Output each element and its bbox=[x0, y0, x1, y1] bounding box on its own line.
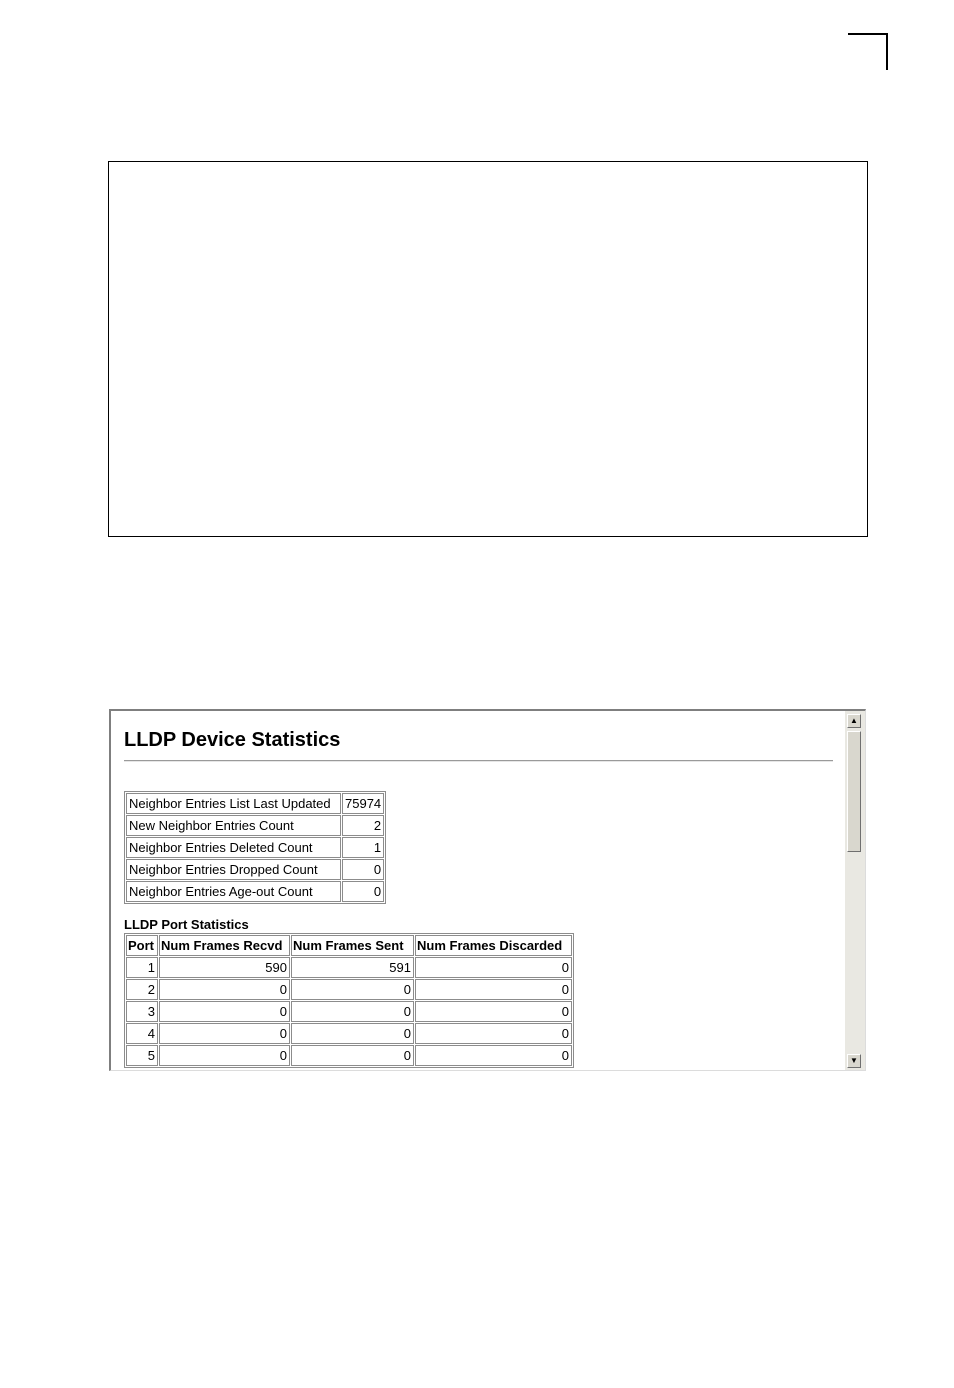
frames-recvd-cell: 0 bbox=[159, 1023, 290, 1044]
table-row bbox=[126, 881, 384, 902]
column-header-frames-discarded: Num Frames Discarded bbox=[415, 935, 572, 956]
device-statistics-table bbox=[124, 791, 386, 904]
corner-crop-mark bbox=[848, 33, 888, 35]
stat-label: Neighbor Entries Deleted Count bbox=[126, 837, 341, 858]
frames-sent-cell: 0 bbox=[291, 1045, 414, 1066]
stat-label: New Neighbor Entries Count bbox=[126, 815, 341, 836]
stat-label: Neighbor Entries Age-out Count bbox=[126, 881, 341, 902]
frames-sent-cell: 0 bbox=[291, 1001, 414, 1022]
table-header-row bbox=[126, 935, 572, 956]
table-row bbox=[126, 1023, 572, 1044]
scrollbar-thumb[interactable] bbox=[847, 731, 861, 852]
title-divider bbox=[124, 760, 833, 762]
port-statistics-table bbox=[124, 933, 574, 1068]
port-cell: 4 bbox=[126, 1023, 158, 1044]
column-header-port: Port bbox=[126, 935, 158, 956]
stat-value: 1 bbox=[342, 837, 384, 858]
table-row bbox=[126, 1045, 572, 1066]
column-header-frames-sent: Num Frames Sent bbox=[291, 935, 414, 956]
frames-discarded-cell: 0 bbox=[415, 957, 572, 978]
port-cell: 5 bbox=[126, 1045, 158, 1066]
frames-recvd-cell: 0 bbox=[159, 979, 290, 1000]
stat-value: 0 bbox=[342, 859, 384, 880]
frames-sent-cell: 0 bbox=[291, 1023, 414, 1044]
table-row bbox=[126, 1001, 572, 1022]
frames-discarded-cell: 0 bbox=[415, 979, 572, 1000]
vertical-scrollbar[interactable] bbox=[845, 711, 865, 1071]
stat-value: 75974 bbox=[342, 793, 384, 814]
stat-value: 0 bbox=[342, 881, 384, 902]
port-cell: 3 bbox=[126, 1001, 158, 1022]
arrow-down-icon[interactable]: ▼ bbox=[847, 1054, 861, 1068]
stat-label: Neighbor Entries List Last Updated bbox=[126, 793, 341, 814]
port-cell: 1 bbox=[126, 957, 158, 978]
browser-viewport bbox=[109, 709, 866, 1071]
table-row bbox=[126, 979, 572, 1000]
stat-label: Neighbor Entries Dropped Count bbox=[126, 859, 341, 880]
table-row bbox=[126, 957, 572, 978]
stat-value: 2 bbox=[342, 815, 384, 836]
frames-recvd-cell: 0 bbox=[159, 1045, 290, 1066]
table-row bbox=[126, 815, 384, 836]
page-content bbox=[111, 711, 844, 1071]
column-header-frames-recvd: Num Frames Recvd bbox=[159, 935, 290, 956]
arrow-up-icon[interactable]: ▲ bbox=[847, 714, 861, 728]
empty-figure-frame bbox=[108, 161, 868, 537]
corner-crop-mark-vertical bbox=[886, 33, 888, 70]
frames-discarded-cell: 0 bbox=[415, 1023, 572, 1044]
port-statistics-heading: LLDP Port Statistics bbox=[124, 917, 249, 932]
frames-recvd-cell: 0 bbox=[159, 1001, 290, 1022]
frames-recvd-cell: 590 bbox=[159, 957, 290, 978]
port-cell: 2 bbox=[126, 979, 158, 1000]
table-row bbox=[126, 793, 384, 814]
frames-sent-cell: 0 bbox=[291, 979, 414, 1000]
frames-discarded-cell: 0 bbox=[415, 1001, 572, 1022]
frames-sent-cell: 591 bbox=[291, 957, 414, 978]
frames-discarded-cell: 0 bbox=[415, 1045, 572, 1066]
page-title: LLDP Device Statistics bbox=[124, 729, 341, 751]
table-row bbox=[126, 837, 384, 858]
table-row bbox=[126, 859, 384, 880]
